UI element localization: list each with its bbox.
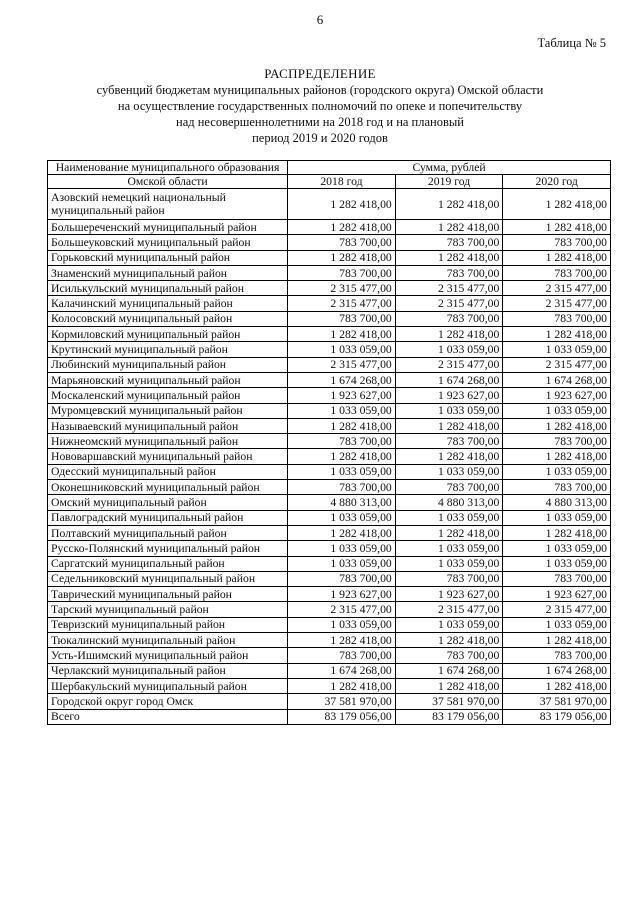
row-value-2018: 1 282 418,00 xyxy=(288,633,396,648)
row-name-cell: Седельниковский муниципальный район xyxy=(48,571,288,586)
row-value-2019: 783 700,00 xyxy=(395,571,503,586)
title-main: РАСПРЕДЕЛЕНИЕ xyxy=(264,66,376,81)
row-value-2018: 1 923 627,00 xyxy=(288,587,396,602)
row-value-2018: 2 315 477,00 xyxy=(288,357,396,372)
row-name-cell: Знаменский муниципальный район xyxy=(48,265,288,280)
row-value-2020: 1 033 059,00 xyxy=(503,464,611,479)
row-name-cell: Черлакский муниципальный район xyxy=(48,663,288,678)
row-value-2020: 1 674 268,00 xyxy=(503,372,611,387)
row-value-2018: 2 315 477,00 xyxy=(288,281,396,296)
table-row xyxy=(48,525,611,540)
row-value-2020: 783 700,00 xyxy=(503,265,611,280)
table-row xyxy=(48,296,611,311)
row-value-2019: 1 033 059,00 xyxy=(395,464,503,479)
header-sum: Сумма, рублей xyxy=(288,161,611,175)
table-row xyxy=(48,434,611,449)
row-value-2020: 1 282 418,00 xyxy=(503,250,611,265)
row-value-2020: 1 282 418,00 xyxy=(503,327,611,342)
header-name-line1: Наименование муниципального образования xyxy=(48,161,288,175)
row-name-cell: Усть-Ишимский муниципальный район xyxy=(48,648,288,663)
row-value-2018: 1 282 418,00 xyxy=(288,678,396,693)
row-name-cell: Нововаршавский муниципальный район xyxy=(48,449,288,464)
table-row xyxy=(48,480,611,495)
row-value-2018: 1 674 268,00 xyxy=(288,663,396,678)
row-value-2018: 1 033 059,00 xyxy=(288,464,396,479)
row-value-2019: 2 315 477,00 xyxy=(395,281,503,296)
row-value-2019: 1 923 627,00 xyxy=(395,587,503,602)
row-name-cell: Тевризский муниципальный район xyxy=(48,617,288,632)
table-row xyxy=(48,189,611,220)
table-row xyxy=(48,633,611,648)
table-row xyxy=(48,678,611,693)
table-row xyxy=(48,418,611,433)
row-name-cell: Тюкалинский муниципальный район xyxy=(48,633,288,648)
row-value-2019: 783 700,00 xyxy=(395,311,503,326)
row-value-2018: 4 880 313,00 xyxy=(288,495,396,510)
row-value-2020: 1 033 059,00 xyxy=(503,541,611,556)
table-row xyxy=(48,265,611,280)
row-value-2020: 783 700,00 xyxy=(503,648,611,663)
row-value-2018: 783 700,00 xyxy=(288,434,396,449)
row-name-cell: Одесский муниципальный район xyxy=(48,464,288,479)
row-name-cell: Саргатский муниципальный район xyxy=(48,556,288,571)
row-value-2018: 37 581 970,00 xyxy=(288,694,396,709)
row-value-2019: 783 700,00 xyxy=(395,648,503,663)
header-year-2019: 2019 год xyxy=(395,175,503,189)
row-value-2019: 1 282 418,00 xyxy=(395,449,503,464)
row-name-cell: Павлоградский муниципальный район xyxy=(48,510,288,525)
table-row xyxy=(48,250,611,265)
table-row xyxy=(48,464,611,479)
row-value-2018: 1 282 418,00 xyxy=(288,525,396,540)
row-value-2019: 83 179 056,00 xyxy=(395,709,503,724)
row-value-2019: 1 674 268,00 xyxy=(395,663,503,678)
row-value-2020: 1 033 059,00 xyxy=(503,510,611,525)
row-value-2018: 783 700,00 xyxy=(288,235,396,250)
row-value-2020: 1 282 418,00 xyxy=(503,418,611,433)
table-row xyxy=(48,311,611,326)
row-value-2018: 783 700,00 xyxy=(288,311,396,326)
row-value-2020: 83 179 056,00 xyxy=(503,709,611,724)
header-year-2020: 2020 год xyxy=(503,175,611,189)
row-value-2019: 1 033 059,00 xyxy=(395,556,503,571)
row-name-cell: Оконешниковский муниципальный район xyxy=(48,480,288,495)
row-value-2018: 1 282 418,00 xyxy=(288,327,396,342)
header-year-2018: 2018 год xyxy=(288,175,396,189)
row-value-2019: 1 282 418,00 xyxy=(395,220,503,235)
table-row xyxy=(48,648,611,663)
row-value-2018: 83 179 056,00 xyxy=(288,709,396,724)
row-value-2020: 2 315 477,00 xyxy=(503,357,611,372)
row-value-2018: 1 033 059,00 xyxy=(288,541,396,556)
table-row xyxy=(48,663,611,678)
row-value-2018: 783 700,00 xyxy=(288,265,396,280)
title-line: субвенций бюджетам муниципальных районов (городского округа) Омской области xyxy=(96,83,544,97)
row-name-cell: Нижнеомский муниципальный район xyxy=(48,434,288,449)
row-value-2020: 37 581 970,00 xyxy=(503,694,611,709)
row-value-2019: 1 282 418,00 xyxy=(395,633,503,648)
row-name-cell: Полтавский муниципальный район xyxy=(48,525,288,540)
row-value-2019: 1 033 059,00 xyxy=(395,510,503,525)
row-value-2018: 1 282 418,00 xyxy=(288,220,396,235)
row-name-cell: Горьковский муниципальный район xyxy=(48,250,288,265)
row-name-cell: Москаленский муниципальный район xyxy=(48,388,288,403)
row-value-2020: 783 700,00 xyxy=(503,434,611,449)
table-row xyxy=(48,449,611,464)
row-value-2019: 1 033 059,00 xyxy=(395,541,503,556)
page-number: 6 xyxy=(316,12,324,27)
row-value-2019: 783 700,00 xyxy=(395,265,503,280)
row-value-2020: 1 674 268,00 xyxy=(503,663,611,678)
row-value-2019: 783 700,00 xyxy=(395,434,503,449)
row-value-2019: 1 282 418,00 xyxy=(395,678,503,693)
table-row xyxy=(48,510,611,525)
row-value-2020: 1 033 059,00 xyxy=(503,617,611,632)
table-row xyxy=(48,327,611,342)
table-row xyxy=(48,342,611,357)
table-row xyxy=(48,403,611,418)
row-value-2018: 1 033 059,00 xyxy=(288,510,396,525)
table-label: Таблица № 5 xyxy=(537,36,606,50)
row-value-2019: 2 315 477,00 xyxy=(395,296,503,311)
distribution-table xyxy=(47,160,611,725)
row-value-2019: 1 282 418,00 xyxy=(395,525,503,540)
table-body xyxy=(48,189,611,725)
table-row xyxy=(48,357,611,372)
row-value-2019: 783 700,00 xyxy=(395,480,503,495)
row-name-cell: Тарский муниципальный район xyxy=(48,602,288,617)
table-row xyxy=(48,571,611,586)
row-value-2020: 783 700,00 xyxy=(503,480,611,495)
row-value-2018: 1 033 059,00 xyxy=(288,556,396,571)
table-row xyxy=(48,694,611,709)
row-value-2019: 1 282 418,00 xyxy=(395,250,503,265)
row-value-2020: 783 700,00 xyxy=(503,235,611,250)
row-name-cell: Всего xyxy=(48,709,288,724)
row-value-2018: 783 700,00 xyxy=(288,648,396,663)
row-value-2019: 1 033 059,00 xyxy=(395,617,503,632)
table-row xyxy=(48,617,611,632)
table-header-row xyxy=(48,175,611,189)
table-row xyxy=(48,235,611,250)
table-row xyxy=(48,709,611,724)
row-name-cell: Большереченский муниципальный район xyxy=(48,220,288,235)
table-row xyxy=(48,541,611,556)
row-value-2020: 1 923 627,00 xyxy=(503,388,611,403)
row-value-2020: 2 315 477,00 xyxy=(503,602,611,617)
row-name-cell: Городской округ город Омск xyxy=(48,694,288,709)
row-value-2018: 1 033 059,00 xyxy=(288,403,396,418)
row-value-2018: 1 674 268,00 xyxy=(288,372,396,387)
row-name-cell: Исилькульский муниципальный район xyxy=(48,281,288,296)
table-row xyxy=(48,388,611,403)
table-row xyxy=(48,495,611,510)
title-line: над несовершеннолетними на 2018 год и на плановый xyxy=(176,115,464,129)
row-value-2020: 1 282 418,00 xyxy=(503,189,611,220)
row-name-cell: Называевский муниципальный район xyxy=(48,418,288,433)
row-name-cell: Крутинский муниципальный район xyxy=(48,342,288,357)
table-row xyxy=(48,556,611,571)
row-value-2020: 1 282 418,00 xyxy=(503,678,611,693)
row-name-cell: Русско-Полянский муниципальный район xyxy=(48,541,288,556)
table-header-row xyxy=(48,161,611,175)
row-value-2019: 1 033 059,00 xyxy=(395,403,503,418)
row-value-2019: 2 315 477,00 xyxy=(395,602,503,617)
row-value-2018: 783 700,00 xyxy=(288,571,396,586)
table-row xyxy=(48,602,611,617)
row-name-cell: Таврический муниципальный район xyxy=(48,587,288,602)
row-value-2020: 1 033 059,00 xyxy=(503,403,611,418)
row-value-2018: 1 033 059,00 xyxy=(288,617,396,632)
row-value-2020: 1 282 418,00 xyxy=(503,449,611,464)
row-value-2019: 2 315 477,00 xyxy=(395,357,503,372)
row-value-2020: 4 880 313,00 xyxy=(503,495,611,510)
row-value-2018: 2 315 477,00 xyxy=(288,296,396,311)
row-value-2020: 1 282 418,00 xyxy=(503,633,611,648)
row-value-2020: 1 923 627,00 xyxy=(503,587,611,602)
row-value-2018: 1 033 059,00 xyxy=(288,342,396,357)
row-value-2020: 783 700,00 xyxy=(503,311,611,326)
row-value-2018: 1 282 418,00 xyxy=(288,418,396,433)
row-name-cell: Калачинский муниципальный район xyxy=(48,296,288,311)
table-row xyxy=(48,281,611,296)
row-value-2020: 2 315 477,00 xyxy=(503,296,611,311)
row-value-2019: 1 282 418,00 xyxy=(395,418,503,433)
title-line: период 2019 и 2020 годов xyxy=(252,131,388,145)
row-value-2019: 1 282 418,00 xyxy=(395,189,503,220)
row-name-cell: Марьяновский муниципальный район xyxy=(48,372,288,387)
row-value-2020: 1 282 418,00 xyxy=(503,220,611,235)
document-title xyxy=(60,66,580,146)
row-name-cell: Шербакульский муниципальный район xyxy=(48,678,288,693)
row-name-cell: Кормиловский муниципальный район xyxy=(48,327,288,342)
row-value-2018: 1 282 418,00 xyxy=(288,250,396,265)
row-name-cell: Муромцевский муниципальный район xyxy=(48,403,288,418)
row-value-2020: 2 315 477,00 xyxy=(503,281,611,296)
row-value-2019: 1 033 059,00 xyxy=(395,342,503,357)
row-value-2020: 783 700,00 xyxy=(503,571,611,586)
row-value-2019: 783 700,00 xyxy=(395,235,503,250)
row-value-2019: 1 282 418,00 xyxy=(395,327,503,342)
row-value-2019: 1 923 627,00 xyxy=(395,388,503,403)
row-name-cell: Колосовский муниципальный район xyxy=(48,311,288,326)
row-value-2018: 783 700,00 xyxy=(288,480,396,495)
row-value-2020: 1 282 418,00 xyxy=(503,525,611,540)
row-value-2020: 1 033 059,00 xyxy=(503,342,611,357)
header-name-line2: Омской области xyxy=(48,175,288,189)
row-value-2018: 2 315 477,00 xyxy=(288,602,396,617)
row-value-2019: 1 674 268,00 xyxy=(395,372,503,387)
row-name-cell: Любинский муниципальный район xyxy=(48,357,288,372)
row-name-cell: Большеуковский муниципальный район xyxy=(48,235,288,250)
row-value-2019: 4 880 313,00 xyxy=(395,495,503,510)
table-row xyxy=(48,220,611,235)
row-value-2020: 1 033 059,00 xyxy=(503,556,611,571)
row-name-cell: Омский муниципальный район xyxy=(48,495,288,510)
row-value-2018: 1 282 418,00 xyxy=(288,449,396,464)
row-value-2019: 37 581 970,00 xyxy=(395,694,503,709)
table-row xyxy=(48,372,611,387)
row-name-cell: Азовский немецкий национальный муниципальный район xyxy=(48,189,288,220)
row-value-2018: 1 923 627,00 xyxy=(288,388,396,403)
title-line: на осуществление государственных полномочий по опеке и попечительству xyxy=(117,99,523,113)
row-value-2018: 1 282 418,00 xyxy=(288,189,396,220)
table-row xyxy=(48,587,611,602)
